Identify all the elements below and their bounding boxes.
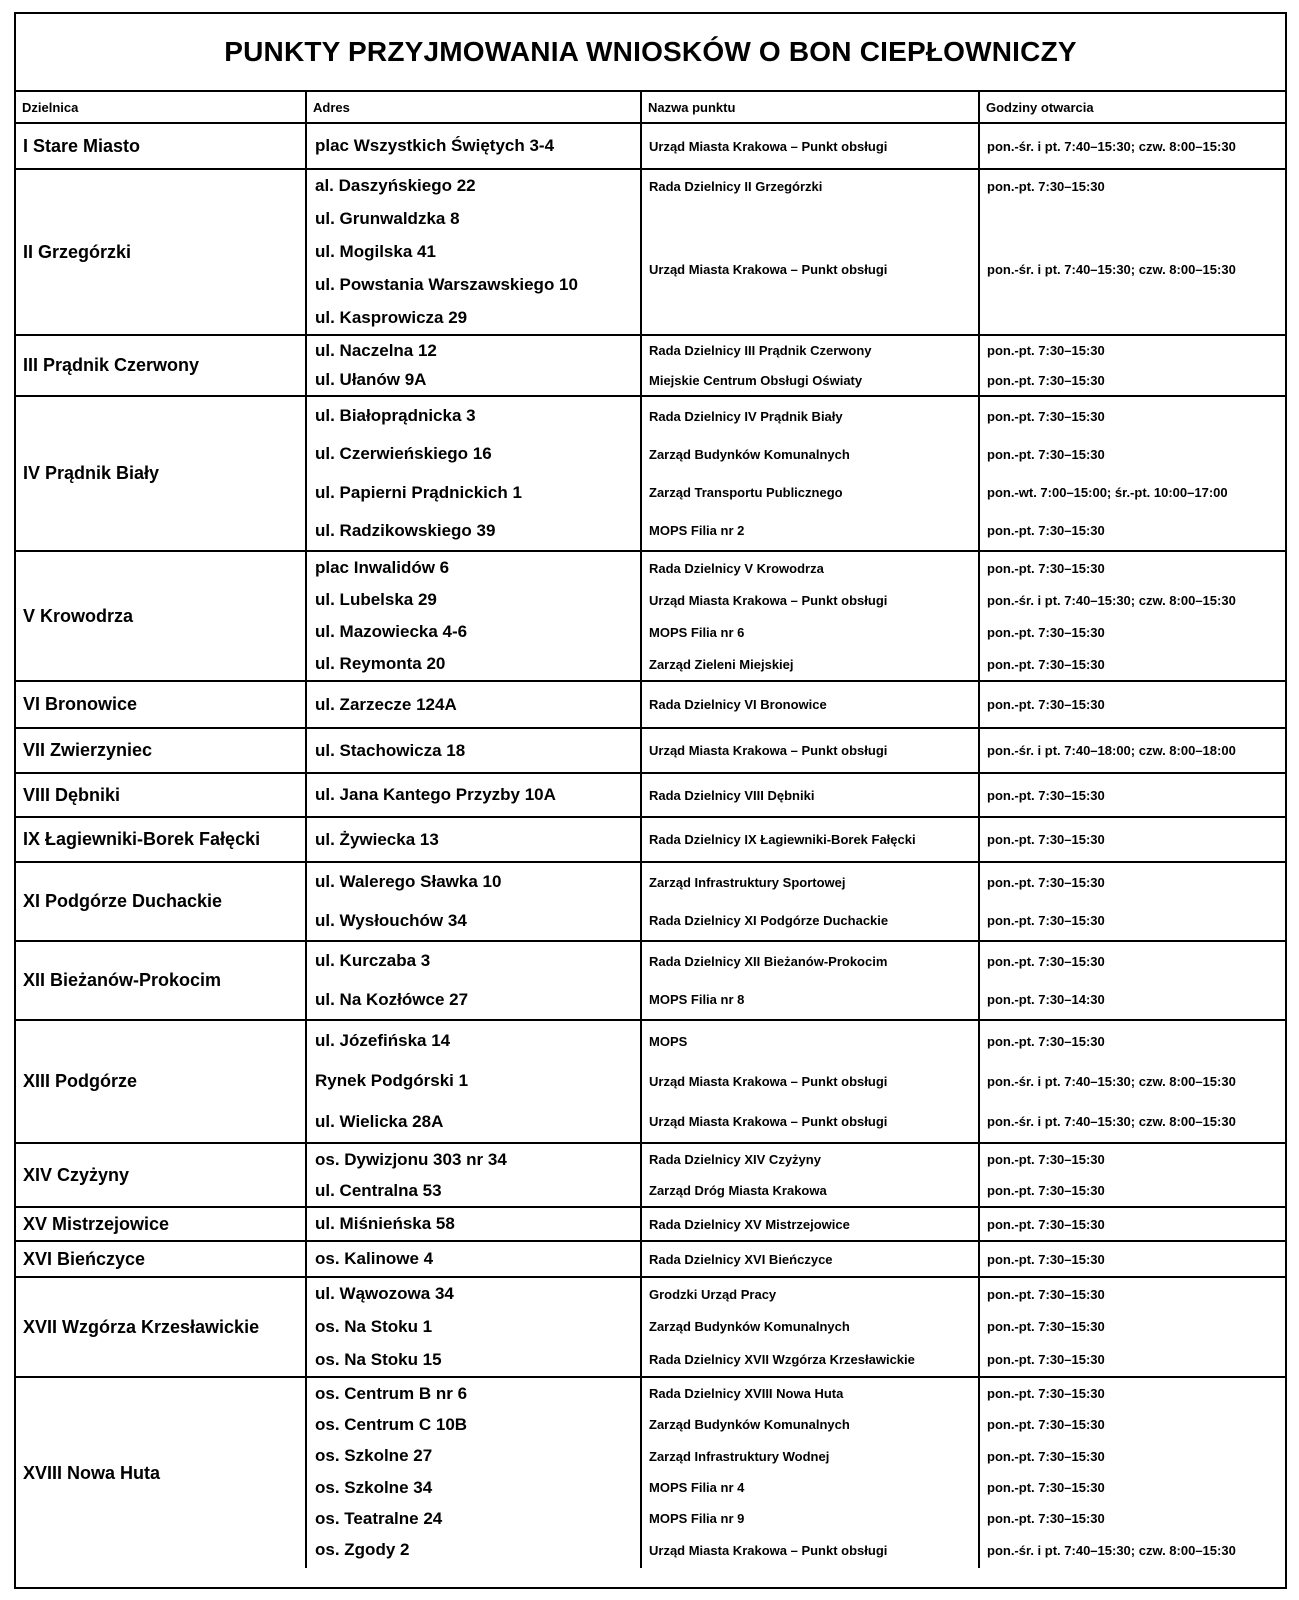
address: os. Centrum B nr 6 [315,1383,468,1403]
address: ul. Walerego Sławka 10 [315,872,502,892]
opening-hours-cell [980,1278,1285,1376]
point-name: MOPS Filia nr 6 [649,624,745,640]
point-name: Rada Dzielnicy III Prądnik Czerwony [649,343,872,359]
address: plac Wszystkich Świętych 3-4 [315,136,555,155]
point-name: MOPS Filia nr 8 [649,992,745,1008]
address: ul. Wielicka 28A [315,1111,444,1131]
address: ul. Naczelna 12 [315,340,437,360]
point-name: Rada Dzielnicy XVII Wzgórza Krzesławickie [649,1352,915,1368]
point-name: Zarząd Dróg Miasta Krakowa [649,1183,827,1198]
district-name: VI Bronowice [16,682,307,727]
point-name: Rada Dzielnicy VIII Dębniki [649,787,815,803]
opening-hours-cell [980,1208,1285,1240]
opening-hours: pon.-pt. 7:30–15:30 [987,523,1105,539]
address: os. Centrum C 10B [315,1414,468,1434]
address-cell [307,682,642,727]
opening-hours-cell [980,397,1285,550]
opening-hours-cell [980,1021,1285,1142]
district-name: IX Łagiewniki-Borek Fałęcki [16,818,307,861]
opening-hours: pon.-pt. 7:30–15:30 [987,179,1105,194]
address-cell [307,1208,642,1240]
point-name: MOPS Filia nr 4 [649,1480,745,1496]
address: ul. Kurczaba 3 [315,951,431,971]
opening-hours: pon.-śr. i pt. 7:40–15:30; czw. 8:00–15:30 [987,138,1236,154]
point-name: Rada Dzielnicy XI Podgórze Duchackie [649,913,889,929]
point-name: Zarząd Budynków Komunalnych [649,1417,850,1433]
point-name: Rada Dzielnicy IV Prądnik Biały [649,408,843,424]
point-name: Rada Dzielnicy XVI Bieńczyce [649,1251,833,1267]
table-row [16,942,1285,1021]
point-name: Zarząd Budynków Komunalnych [649,446,850,462]
table-row [16,729,1285,774]
header-point-name: Nazwa punktu [642,92,980,122]
opening-hours-cell [980,942,1285,1019]
address: ul. Miśnieńska 58 [315,1214,455,1233]
address: os. Teatralne 24 [315,1508,443,1528]
district-name: I Stare Miasto [16,124,307,168]
point-name: Urząd Miasta Krakowa – Punkt obsługi [649,262,888,277]
opening-hours-cell [980,1144,1285,1206]
address: ul. Mazowiecka 4-6 [315,622,468,641]
address-cell [307,863,642,940]
district-name: XV Mistrzejowice [16,1208,307,1240]
point-name: MOPS [649,1033,688,1049]
opening-hours: pon.-pt. 7:30–15:30 [987,624,1105,640]
opening-hours: pon.-pt. 7:30–15:30 [987,1417,1105,1433]
opening-hours: pon.-pt. 7:30–15:30 [987,1352,1105,1368]
opening-hours: pon.-pt. 7:30–15:30 [987,832,1105,847]
district-name: XIV Czyżyny [16,1144,307,1206]
district-name: III Prądnik Czerwony [16,336,307,395]
point-name-cell [642,818,980,861]
address-cell [307,552,642,680]
table-row [16,397,1285,552]
point-name: Zarząd Zieleni Miejskiej [649,656,794,672]
opening-hours: pon.-śr. i pt. 7:40–15:30; czw. 8:00–15:30 [987,592,1236,608]
opening-hours: pon.-śr. i pt. 7:40–15:30; czw. 8:00–15:30 [987,262,1236,277]
opening-hours: pon.-pt. 7:30–15:30 [987,913,1105,929]
address: ul. Radzikowskiego 39 [315,520,496,540]
opening-hours: pon.-śr. i pt. 7:40–18:00; czw. 8:00–18:00 [987,743,1236,758]
point-name-cell [642,124,980,168]
point-name: Urząd Miasta Krakowa – Punkt obsługi [649,138,888,154]
opening-hours-cell [980,729,1285,772]
point-name: Urząd Miasta Krakowa – Punkt obsługi [649,743,888,758]
table-row [16,682,1285,729]
address: ul. Zarzecze 124A [315,694,457,714]
document-title: PUNKTY PRZYJMOWANIA WNIOSKÓW O BON CIEPŁOWNICZY [16,14,1285,92]
district-name: VII Zwierzyniec [16,729,307,772]
point-name: Zarząd Budynków Komunalnych [649,1319,850,1335]
opening-hours: pon.-pt. 7:30–15:30 [987,1319,1105,1335]
opening-hours: pon.-pt. 7:30–15:30 [987,408,1105,424]
point-name-cell [642,682,980,727]
opening-hours: pon.-wt. 7:00–15:00; śr.-pt. 10:00–17:00 [987,485,1228,501]
opening-hours-cell [980,774,1285,816]
address-cell [307,1278,642,1376]
district-name: XIII Podgórze [16,1021,307,1142]
address-cell [307,124,642,168]
opening-hours-cell [980,863,1285,940]
point-name-cell [642,1144,980,1206]
opening-hours: pon.-pt. 7:30–15:30 [987,1216,1105,1232]
address: os. Dywizjonu 303 nr 34 [315,1149,507,1169]
district-name: XVI Bieńczyce [16,1242,307,1276]
point-name-cell [642,774,980,816]
address: ul. Ułanów 9A [315,370,427,390]
header-address: Adres [307,92,642,122]
table-row [16,1208,1285,1242]
address: os. Szkolne 27 [315,1446,433,1466]
address: ul. Wąwozowa 34 [315,1284,454,1304]
table-row [16,552,1285,682]
opening-hours: pon.-pt. 7:30–15:30 [987,953,1105,969]
opening-hours-cell [980,170,1285,334]
point-name: MOPS Filia nr 9 [649,1511,745,1527]
point-name: Zarząd Infrastruktury Wodnej [649,1448,830,1464]
address-cell [307,1144,642,1206]
address: plac Inwalidów 6 [315,558,450,577]
address: os. Szkolne 34 [315,1477,433,1497]
table-row [16,1242,1285,1278]
opening-hours: pon.-pt. 7:30–15:30 [987,446,1105,462]
point-name: Grodzki Urząd Pracy [649,1286,777,1302]
address: ul. Żywiecka 13 [315,829,439,849]
opening-hours: pon.-pt. 7:30–15:30 [987,1511,1105,1527]
point-name: Rada Dzielnicy XII Bieżanów-Prokocim [649,953,888,969]
opening-hours-cell [980,1242,1285,1276]
point-name: MOPS Filia nr 2 [649,523,745,539]
address: ul. Grunwaldzka 8 [315,209,460,229]
point-name-cell [642,1378,980,1568]
opening-hours: pon.-pt. 7:30–15:30 [987,787,1105,803]
address: ul. Jana Kantego Przyzby 10A [315,785,556,804]
address: ul. Czerwieńskiego 16 [315,444,492,464]
opening-hours-cell [980,682,1285,727]
point-name-cell [642,863,980,940]
opening-hours: pon.-śr. i pt. 7:40–15:30; czw. 8:00–15:30 [987,1114,1236,1130]
address: ul. Kasprowicza 29 [315,307,468,327]
point-name: Rada Dzielnicy IX Łagiewniki-Borek Fałęcki [649,832,916,847]
address-cell [307,1021,642,1142]
address: os. Na Stoku 15 [315,1349,442,1369]
opening-hours: pon.-pt. 7:30–15:30 [987,343,1105,359]
district-name: XII Bieżanów-Prokocim [16,942,307,1019]
district-name: XVIII Nowa Huta [16,1378,307,1568]
address: ul. Centralna 53 [315,1180,442,1200]
opening-hours: pon.-pt. 7:30–15:30 [987,1448,1105,1464]
address: ul. Reymonta 20 [315,654,446,673]
opening-hours: pon.-pt. 7:30–15:30 [987,1183,1105,1198]
point-name: Rada Dzielnicy V Krowodrza [649,560,824,576]
point-name: Rada Dzielnicy XVIII Nowa Huta [649,1386,844,1402]
point-name-cell [642,1278,980,1376]
opening-hours-cell [980,336,1285,395]
opening-hours-cell [980,552,1285,680]
table-row [16,1144,1285,1208]
document [14,12,1287,1589]
address: os. Zgody 2 [315,1540,410,1560]
address: os. Na Stoku 1 [315,1316,433,1336]
opening-hours: pon.-śr. i pt. 7:40–15:30; czw. 8:00–15:30 [987,1542,1236,1558]
opening-hours: pon.-pt. 7:30–15:30 [987,372,1105,388]
table-row [16,774,1285,818]
district-name: XI Podgórze Duchackie [16,863,307,940]
address-cell [307,336,642,395]
point-name-cell [642,1242,980,1276]
point-name: Urząd Miasta Krakowa – Punkt obsługi [649,1073,888,1089]
address: ul. Stachowicza 18 [315,740,466,760]
opening-hours: pon.-pt. 7:30–14:30 [987,992,1105,1008]
opening-hours: pon.-pt. 7:30–15:30 [987,1251,1105,1267]
address: os. Kalinowe 4 [315,1249,434,1268]
opening-hours: pon.-pt. 7:30–15:30 [987,1286,1105,1302]
opening-hours: pon.-pt. 7:30–15:30 [987,697,1105,712]
address-cell [307,1378,642,1568]
address: al. Daszyńskiego 22 [315,176,476,196]
address: ul. Na Kozłówce 27 [315,989,469,1009]
opening-hours: pon.-pt. 7:30–15:30 [987,656,1105,672]
point-name: Urząd Miasta Krakowa – Punkt obsługi [649,1114,888,1130]
point-name: Rada Dzielnicy VI Bronowice [649,697,827,712]
point-name-cell [642,729,980,772]
address: ul. Mogilska 41 [315,241,436,261]
point-name-cell [642,1208,980,1240]
point-name: Rada Dzielnicy XIV Czyżyny [649,1152,821,1167]
table-row [16,863,1285,942]
address-cell [307,170,642,334]
opening-hours: pon.-pt. 7:30–15:30 [987,560,1105,576]
table-header-row [16,92,1285,124]
address: Rynek Podgórski 1 [315,1071,469,1091]
point-name: Miejskie Centrum Obsługi Oświaty [649,372,863,388]
address: ul. Papierni Prądnickich 1 [315,482,522,502]
opening-hours-cell [980,1378,1285,1568]
address: ul. Lubelska 29 [315,590,437,609]
opening-hours: pon.-pt. 7:30–15:30 [987,1033,1105,1049]
district-name: IV Prądnik Biały [16,397,307,550]
address-cell [307,397,642,550]
table-row [16,1021,1285,1144]
address: ul. Józefińska 14 [315,1031,451,1051]
address-cell [307,774,642,816]
point-name-cell [642,397,980,550]
address-cell [307,942,642,1019]
address: ul. Powstania Warszawskiego 10 [315,274,578,294]
point-name-cell [642,170,980,334]
point-name-cell [642,1021,980,1142]
address-cell [307,1242,642,1276]
opening-hours-cell [980,124,1285,168]
opening-hours-cell [980,818,1285,861]
opening-hours: pon.-pt. 7:30–15:30 [987,1152,1105,1167]
point-name: Zarząd Infrastruktury Sportowej [649,874,846,890]
point-name: Urząd Miasta Krakowa – Punkt obsługi [649,592,888,608]
table-row [16,170,1285,336]
header-opening-hours: Godziny otwarcia [986,99,1094,115]
point-name-cell [642,336,980,395]
opening-hours: pon.-śr. i pt. 7:40–15:30; czw. 8:00–15:30 [987,1073,1236,1089]
address: ul. Wysłouchów 34 [315,910,467,930]
address: ul. Białoprądnicka 3 [315,406,476,426]
district-name: VIII Dębniki [16,774,307,816]
address-cell [307,729,642,772]
point-name: Zarząd Transportu Publicznego [649,485,843,501]
table-row [16,1378,1285,1568]
table-row [16,1278,1285,1378]
table-row [16,124,1285,170]
point-name-cell [642,942,980,1019]
address-cell [307,818,642,861]
opening-hours: pon.-pt. 7:30–15:30 [987,1480,1105,1496]
opening-hours: pon.-pt. 7:30–15:30 [987,874,1105,890]
header-district: Dzielnica [16,92,307,122]
table-row [16,336,1285,397]
table-row [16,818,1285,863]
opening-hours: pon.-pt. 7:30–15:30 [987,1386,1105,1402]
point-name-cell [642,552,980,680]
district-name: V Krowodrza [16,552,307,680]
point-name: Urząd Miasta Krakowa – Punkt obsługi [649,1542,888,1558]
point-name: Rada Dzielnicy II Grzegórzki [649,179,823,194]
point-name: Rada Dzielnicy XV Mistrzejowice [649,1216,850,1232]
district-name: XVII Wzgórza Krzesławickie [16,1278,307,1376]
district-name: II Grzegórzki [16,170,307,334]
